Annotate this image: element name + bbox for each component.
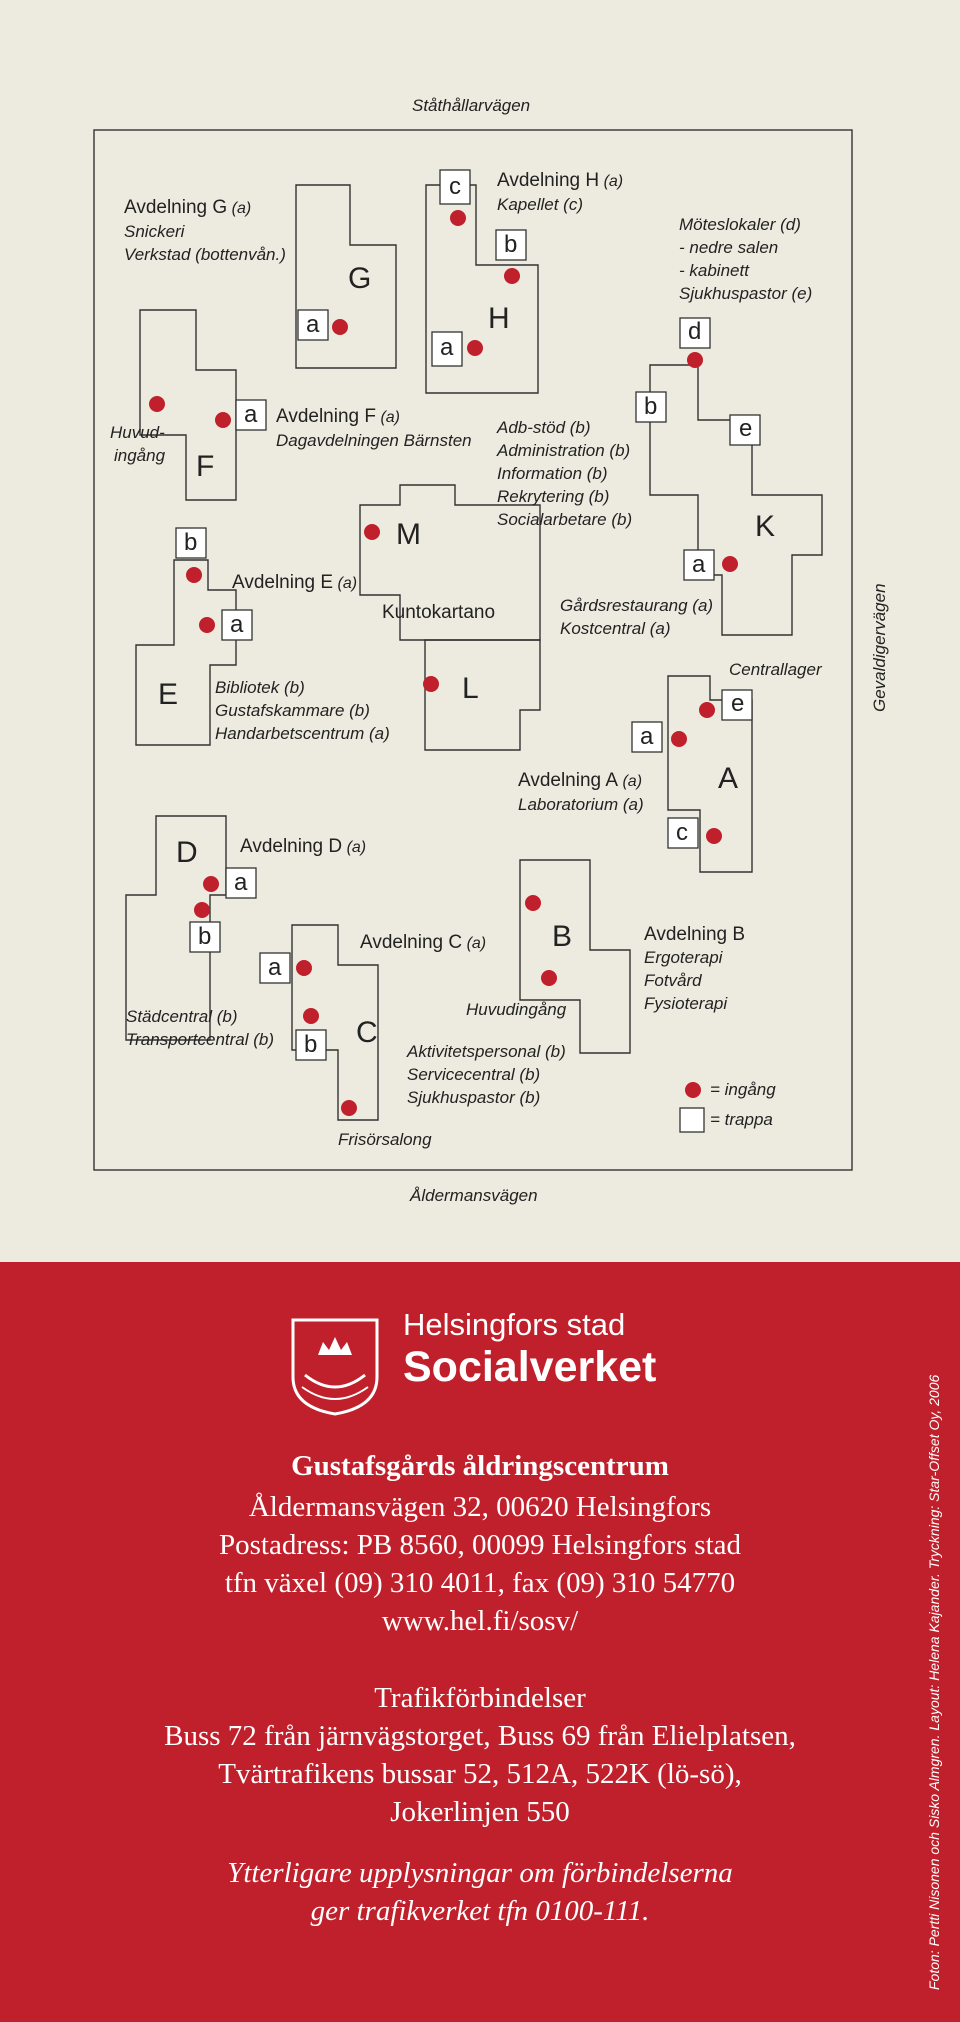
door-letter: a [640, 723, 654, 750]
door-letter: c [676, 819, 688, 846]
huvudingang-label: Huvud- [110, 423, 165, 442]
text-line: Ergoterapi [644, 948, 723, 967]
org-line-2: Socialverket [403, 1343, 657, 1391]
text-line: Kostcentral (a) [560, 619, 671, 638]
photo-credit: Foton: Pertti Nisonen och Sisko Almgren. Layout: Helena Kajander. Tryckning: Star-Offset Oy, 2006 [926, 1374, 942, 1990]
address-line: Åldermansvägen 32, 00620 Helsingfors [248, 1491, 712, 1523]
heading: Avdelning G [124, 197, 228, 218]
text-line: Administration (b) [497, 441, 631, 460]
heading-sub: (a) [380, 409, 401, 426]
entrance-dot [450, 210, 466, 226]
label-avdelning-f [276, 406, 400, 428]
traffic-heading: Trafikförbindelser [374, 1682, 586, 1714]
door-letter: a [234, 869, 248, 896]
text-line: Fysioterapi [644, 994, 728, 1013]
road-east: Gevaldigervägen [870, 583, 889, 712]
text-line: - kabinett [679, 261, 749, 280]
door-letter: a [440, 334, 454, 361]
building-letter-a: A [718, 762, 739, 795]
door-letter: b [504, 231, 518, 258]
heading-sub: (a) [337, 575, 358, 592]
text-line: Snickeri [124, 222, 185, 241]
door-letter: e [739, 415, 753, 442]
entrance-dot [467, 340, 483, 356]
label-avdelning-d [240, 836, 366, 858]
text-line: Information (b) [497, 464, 608, 483]
label-avdelning-e [232, 572, 357, 594]
huvudingang-label: ingång [114, 446, 166, 465]
entrance-dot [296, 960, 312, 976]
legend-entrance: = ingång [710, 1080, 776, 1099]
building-letter-c: C [356, 1016, 378, 1049]
heading-sub: (a) [466, 935, 487, 952]
footer-panel [0, 1262, 960, 2022]
heading: Avdelning A [518, 770, 619, 791]
traffic-line: Buss 72 från järnvägstorget, Buss 69 från Elielplatsen, [164, 1720, 796, 1752]
text-line: Dagavdelningen Bärnsten [276, 431, 472, 450]
heading: Avdelning F [276, 406, 376, 427]
text-line: Aktivitetspersonal (b) [407, 1042, 566, 1061]
heading: Avdelning D [240, 836, 343, 857]
org-line-1: Helsingfors stad [403, 1307, 626, 1342]
postal-line: Postadress: PB 8560, 00099 Helsingfors stad [219, 1529, 741, 1561]
kuntokartano-label: Kuntokartano [382, 602, 496, 623]
label-avdelning-b: Avdelning B [644, 924, 746, 945]
entrance-dot [203, 876, 219, 892]
building-letter-b: B [552, 920, 573, 953]
entrance-dot [364, 524, 380, 540]
entrance-dot [541, 970, 557, 986]
entrance-dot [423, 676, 439, 692]
building-b [520, 860, 630, 1053]
entrance-dot [332, 319, 348, 335]
text-line: Adb-stöd (b) [497, 418, 591, 437]
text-line: Gustafskammare (b) [215, 701, 370, 720]
door-letter: a [230, 611, 244, 638]
coat-of-arms-icon [290, 1317, 380, 1417]
label-avdelning-a [518, 770, 642, 792]
door-letter: c [449, 173, 461, 200]
entrance-dot [303, 1008, 319, 1024]
text-line: Möteslokaler (d) [679, 215, 801, 234]
text-line: Kapellet (c) [497, 195, 583, 214]
text-line: Huvudingång [466, 1000, 567, 1019]
text-line: Verkstad (bottenvån.) [124, 245, 286, 264]
entrance-dot [722, 556, 738, 572]
heading: Avdelning E [232, 572, 334, 593]
text-line: Frisörsalong [338, 1130, 432, 1149]
building-letter-d: D [176, 836, 198, 869]
entrance-dot [687, 352, 703, 368]
door-letter: e [731, 690, 745, 717]
entrance-dot [706, 828, 722, 844]
entrance-dot [699, 702, 715, 718]
entrance-dot [186, 567, 202, 583]
text-line: Städcentral (b) [126, 1007, 238, 1026]
label-avdelning-c [360, 932, 486, 954]
phone-line: tfn växel (09) 310 4011, fax (09) 310 54770 [224, 1567, 736, 1599]
road-south: Åldermansvägen [410, 1186, 538, 1205]
label-avdelning-g [124, 197, 251, 219]
building-letter-k: K [755, 510, 776, 543]
entrance-dot [504, 268, 520, 284]
heading-sub: (a) [603, 173, 624, 190]
entrance-dot [341, 1100, 357, 1116]
door-letter: b [304, 1031, 318, 1058]
text-line: - nedre salen [679, 238, 779, 257]
text-line: Socialarbetare (b) [497, 510, 633, 529]
door-letter: d [688, 318, 702, 345]
entrance-dot [671, 731, 687, 747]
road-north: Ståthållarvägen [412, 96, 531, 115]
info-line: ger trafikverket tfn 0100-111. [310, 1895, 650, 1927]
center-title: Gustafsgårds åldringscentrum [291, 1450, 669, 1482]
legend-stairs: = trappa [710, 1110, 773, 1129]
building-letter-g: G [348, 262, 372, 295]
text-line: Servicecentral (b) [407, 1065, 541, 1084]
text-line: Bibliotek (b) [215, 678, 305, 697]
building-letter-h: H [488, 302, 510, 335]
centrallager-label: Centrallager [729, 660, 822, 679]
text-line: Sjukhuspastor (b) [407, 1088, 541, 1107]
text-line: Rekrytering (b) [497, 487, 610, 506]
text-line: Laboratorium (a) [518, 795, 644, 814]
door-letter: a [268, 954, 282, 981]
building-letter-e: E [158, 678, 179, 711]
door-letter: b [184, 529, 198, 556]
entrance-dot [149, 396, 165, 412]
building-k [650, 365, 822, 635]
traffic-line: Jokerlinjen 550 [390, 1796, 570, 1828]
building-letter-m: M [396, 518, 421, 551]
text-line: Transportcentral (b) [126, 1030, 275, 1049]
legend-dot [685, 1082, 701, 1098]
building-letter-f: F [196, 450, 215, 483]
text-line: Sjukhuspastor (e) [679, 284, 813, 303]
text-line: Gårdsrestaurang (a) [560, 596, 714, 615]
heading-sub: (a) [622, 773, 643, 790]
label-avdelning-h [497, 170, 623, 192]
entrance-dot [194, 902, 210, 918]
web-link[interactable]: www.hel.fi/sosv/ [381, 1605, 579, 1637]
building-l [425, 640, 540, 750]
entrance-dot [199, 617, 215, 633]
door-letter: a [692, 551, 706, 578]
entrance-dot [215, 412, 231, 428]
info-line: Ytterligare upplysningar om förbindelserna [227, 1857, 733, 1889]
text-line: Fotvård [644, 971, 702, 990]
traffic-line: Tvärtrafikens bussar 52, 512A, 522K (lö-sö), [218, 1758, 742, 1790]
heading: Avdelning C [360, 932, 463, 953]
door-letter: a [244, 401, 258, 428]
building-letter-l: L [462, 672, 479, 705]
heading-sub: (a) [346, 839, 367, 856]
text-line: Handarbetscentrum (a) [215, 724, 390, 743]
door-letter: b [198, 923, 212, 950]
heading-sub: (a) [231, 200, 252, 217]
heading: Avdelning H [497, 170, 600, 191]
door-letter: a [306, 311, 320, 338]
legend-stair [680, 1108, 704, 1132]
door-letter: b [644, 393, 658, 420]
entrance-dot [525, 895, 541, 911]
